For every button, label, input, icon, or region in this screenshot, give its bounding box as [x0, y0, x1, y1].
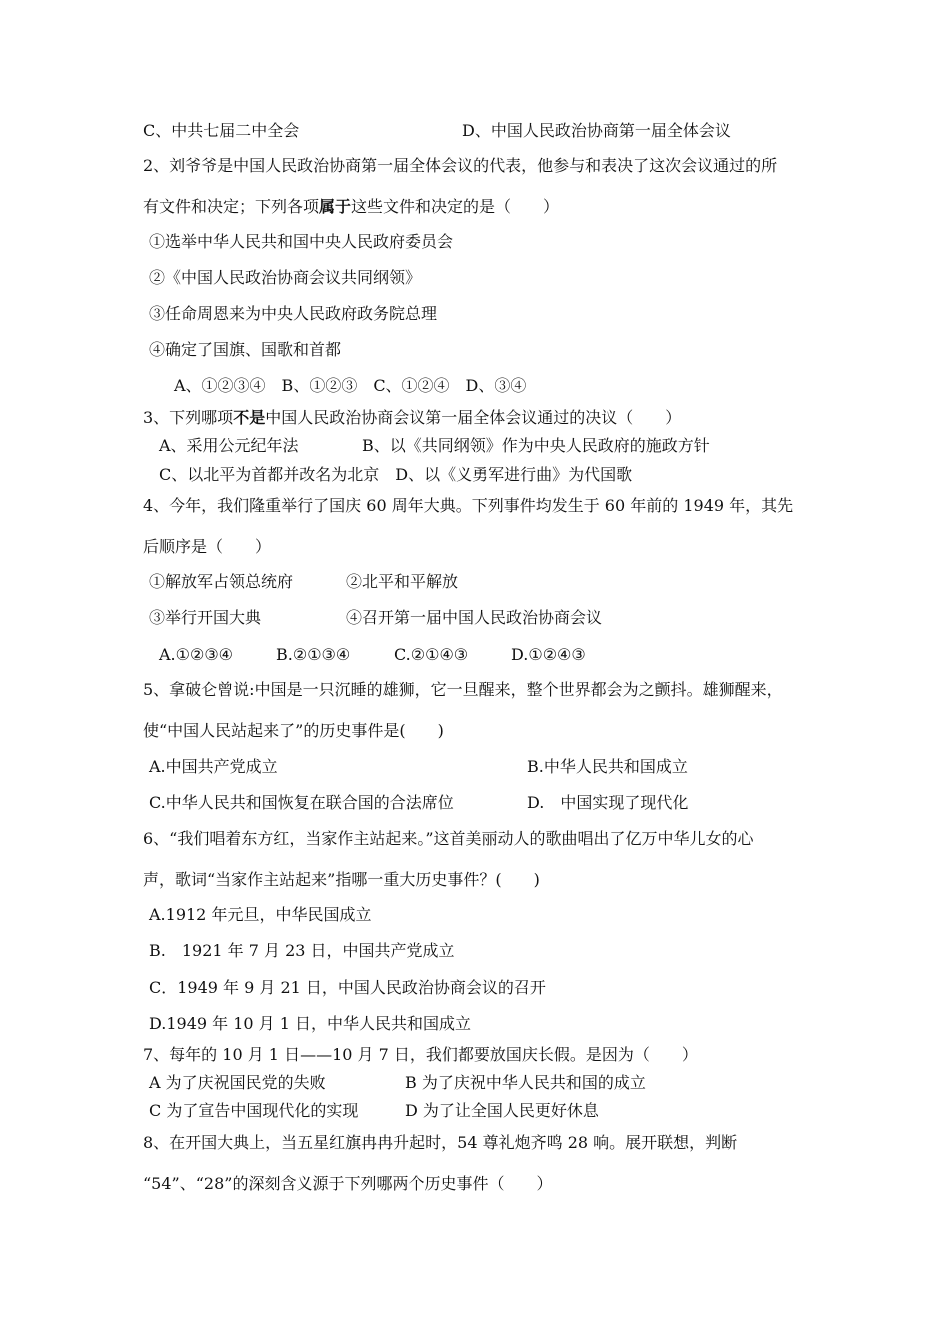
q8-stem-line-1: 8、在开国大典上，当五星红旗冉冉升起时，54 尊礼炮齐鸣 28 响。展开联想，判断	[143, 1133, 738, 1152]
q4-option-b: B.②①③④	[276, 645, 351, 664]
q2-stem-emphasis: 属于	[319, 197, 352, 216]
q2-item-4: ④确定了国旗、国歌和首都	[149, 340, 342, 359]
q2-item-1: ①选举中华人民共和国中央人民政府委员会	[149, 232, 454, 251]
q5-option-c: C.中华人民共和国恢复在联合国的合法席位	[149, 793, 454, 812]
q6-option-c: C．1949 年 9 月 21 日，中国人民政治协商会议的召开	[149, 978, 546, 997]
q7-stem: 7、每年的 10 月 1 日——10 月 7 日，我们都要放国庆长假。是因为（ ）	[143, 1045, 698, 1064]
q5-option-b: B.中华人民共和国成立	[527, 757, 688, 776]
q6-option-a: A.1912 年元旦，中华民国成立	[149, 905, 372, 924]
q2-stem-line-2	[143, 197, 559, 217]
q2-item-2: ②《中国人民政治协商会议共同纲领》	[149, 268, 422, 287]
q3-stem-part-c: 中国人民政治协商会议第一届全体会议通过的决议（ ）	[265, 408, 682, 427]
q7-option-c: C 为了宣告中国现代化的实现	[149, 1101, 359, 1120]
q1-option-d: D、中国人民政治协商第一届全体会议	[462, 121, 731, 140]
q6-stem-line-1: 6、“我们唱着东方红，当家作主站起来。”这首美丽动人的歌曲唱出了亿万中华儿女的心	[143, 829, 754, 848]
q1-option-c: C、中共七届二中全会	[143, 121, 300, 140]
q5-option-a: A.中国共产党成立	[149, 757, 278, 776]
q6-option-b: B. 1921 年 7 月 23 日，中国共产党成立	[149, 941, 455, 960]
q7-option-b: B 为了庆祝中华人民共和国的成立	[405, 1073, 646, 1092]
q2-options: A、①②③④ B、①②③ C、①②④ D、③④	[174, 376, 527, 395]
q2-stem-part-a: 有文件和决定；下列各项	[143, 197, 320, 216]
q3-option-a: A、采用公元纪年法	[159, 436, 299, 455]
q4-item-3: ③举行开国大典	[149, 608, 262, 627]
q4-item-4: ④召开第一届中国人民政治协商会议	[346, 608, 603, 627]
q4-item-2: ②北平和平解放	[346, 572, 459, 591]
q2-item-3: ③任命周恩来为中央人民政府政务院总理	[149, 304, 438, 323]
q3-stem-emphasis: 不是	[233, 408, 266, 427]
q4-option-c: C.②①④③	[394, 645, 469, 664]
q4-option-d: D.①②④③	[511, 645, 586, 664]
q5-stem-line-1: 5、拿破仑曾说:中国是一只沉睡的雄狮，它一旦醒来，整个世界都会为之颤抖。雄狮醒来，	[143, 680, 783, 699]
q4-stem-line-2: 后顺序是（ ）	[143, 537, 272, 556]
q3-stem	[143, 408, 681, 428]
q3-stem-part-a: 3、下列哪项	[143, 408, 234, 427]
q5-stem-line-2: 使“中国人民站起来了”的历史事件是( )	[143, 721, 444, 740]
q4-option-a: A.①②③④	[159, 645, 234, 664]
q7-option-d: D 为了让全国人民更好休息	[405, 1101, 599, 1120]
q3-option-cd: C、以北平为首都并改名为北京 D、以《义勇军进行曲》为代国歌	[159, 465, 633, 484]
q3-option-b: B、以《共同纲领》作为中央人民政府的施政方针	[362, 436, 710, 455]
q5-option-d: D. 中国实现了现代化	[527, 793, 689, 812]
q4-item-1: ①解放军占领总统府	[149, 572, 294, 591]
q2-stem-line-1: 2、刘爷爷是中国人民政治协商第一届全体会议的代表，他参与和表决了这次会议通过的所	[143, 156, 778, 175]
q4-stem-line-1: 4、今年，我们隆重举行了国庆 60 周年大典。下列事件均发生于 60 年前的 1949 年，其先	[143, 496, 794, 515]
q7-option-a: A 为了庆祝国民党的失败	[149, 1073, 326, 1092]
q8-stem-line-2: “54”、“28”的深刻含义源于下列哪两个历史事件（ ）	[143, 1174, 553, 1193]
q6-option-d: D.1949 年 10 月 1 日，中华人民共和国成立	[149, 1014, 472, 1033]
q2-stem-part-c: 这些文件和决定的是（ ）	[351, 197, 560, 216]
q6-stem-line-2: 声，歌词“当家作主站起来”指哪一重大历史事件？( )	[143, 870, 540, 889]
